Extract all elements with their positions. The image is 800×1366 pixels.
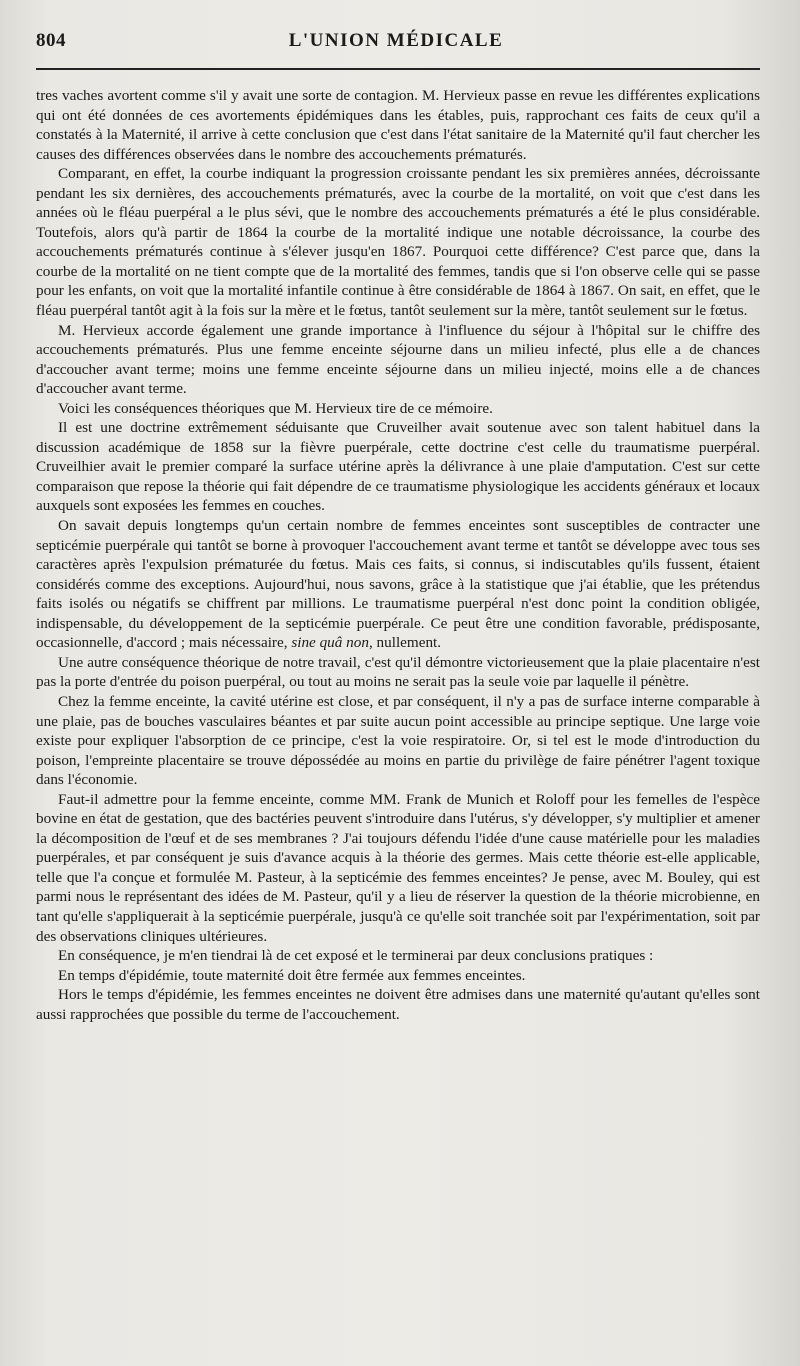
paragraph-tail: , nullement.: [368, 634, 442, 652]
paragraph-with-latin: [36, 516, 760, 653]
latin-phrase: sine quâ non: [291, 634, 369, 652]
page-number: 804: [36, 30, 66, 51]
paragraph: En temps d'épidémie, toute maternité doit être fermée aux femmes enceintes.: [58, 966, 526, 984]
paragraph: Voici les conséquences théoriques que M. Hervieux tire de ce mémoire.: [58, 399, 493, 417]
paragraph: Chez la femme enceinte, la cavité utérine est close, et par conséquent, il n'y a pas de surface interne comparable à une plaie, pas de bouches vasculaires béantes et par suite aucun point accessible au principe septique. Une large voie existe pour expliquer l'absorption de ce principe, c'est la voie respiratoire. Or, si tel est le mode d'introduction du poison, l'empreinte placentaire se trouve dépossédée au moins en partie du privilège de faire pénétrer l'agent toxique dans l'économie.: [36, 692, 760, 789]
paragraph: M. Hervieux accorde également une grande importance à l'influence du séjour à l'hôpital sur le chiffre des accouchements prématurés. Plus une femme enceinte séjourne dans un milieu infecté, plus elle a de chances d'accoucher avant terme; moins une femme enceinte séjourne dans un milieu injecté, moins elle a de chances d'accoucher avant terme.: [36, 321, 760, 398]
header-rule: [36, 68, 760, 70]
running-head: L'UNION MÉDICALE: [288, 30, 504, 51]
paragraph: Faut-il admettre pour la femme enceinte, comme MM. Frank de Munich et Roloff pour les femelles de l'espèce bovine en état de gestation, que des bactéries peuvent s'introduire dans l'utérus, s'y développer, s'y multiplier et amener la décomposition de l'œuf et de ses membranes ? J'ai toujours défendu l'idée d'une cause matérielle pour les maladies puerpérales, et par conséquent je suis d'avance acquis à la théorie des germes. Mais cette théorie est-elle applicable, telle que l'a conçue et formulée M. Pasteur, à la septicémie des femmes enceintes? Je pense, avec M. Bouley, qui est parmi nous le représentant des idées de M. Pasteur, qu'il y a lieu de réserver la question de la théorie microbienne, en tant qu'elle s'appliquerait à la septicémie puerpérale, jusqu'à ce qu'elle soit tranchée soit par l'expérimentation, soit par des observations cliniques ultérieures.: [36, 790, 760, 945]
paragraph: Il est une doctrine extrêmement séduisante que Cruveilher avait soutenue avec son talent habituel dans la discussion académique de 1858 sur la fièvre puerpérale, cette doctrine c'est celle du traumatisme puerpéral. Cruveilhier avait le premier comparé la surface utérine après la délivrance à une plaie d'amputation. C'est sur cette comparaison que repose la théorie qui fait dépendre de ce traumatisme physiologique les accidents généraux et locaux auxquels sont exposées les femmes en couches.: [36, 419, 760, 515]
article-body: [36, 86, 760, 1024]
paragraph: tres vaches avortent comme s'il y avait une sorte de contagion. M. Hervieux passe en revue les différentes explications qui ont été données de ces avortements épidémiques dans les étables, puis, rapprochant ces faits de ceux qu'il a constatés à la Maternité, il arrive à cette conclusion que c'est dans l'état sanitaire de la Maternité qu'il faut chercher les causes des différences observées dans le nombre des accouchements prématurés.: [36, 87, 760, 163]
paragraph: Hors le temps d'épidémie, les femmes enceintes ne doivent être admises dans une maternité qu'autant qu'elles sont aussi rapprochées que possible du terme de l'accouchement.: [36, 986, 760, 1023]
paragraph: Comparant, en effet, la courbe indiquant la progression croissante pendant les six premières années, décroissante pendant les six dernières, des accouchements prématurés, avec la courbe de la mortalité, on voit que c'est dans les années où le fléau puerpéral a le plus sévi, que le nombre des accouchements prématurés a été le plus considérable. Toutefois, alors qu'à partir de 1864 la courbe de la mortalité indique une notable décroissance, la courbe des accouchements prématurés continue à s'élever jusqu'en 1867. Pourquoi cette différence? C'est parce que, dans la courbe de la mortalité on ne tient compte que de la mortalité des femmes, tandis que si l'on observe celle qui se passe pour les enfants, on voit que la mortalité infantile continue à être considérable de 1864 à 1867. On sait, en effet, que le fléau puerpéral tantôt agit à la fois sur la mère et le fœtus, tantôt seulement sur la mère, tantôt seulement sur le fœtus.: [36, 165, 760, 320]
paragraph: Une autre conséquence théorique de notre travail, c'est qu'il démontre victorieusement que la plaie placentaire n'est pas la porte d'entrée du poison puerpéral, ou tout au moins ne serait pas la seule voie par laquelle il pénètre.: [36, 653, 760, 691]
paragraph-text: On savait depuis longtemps qu'un certain nombre de femmes enceintes sont susceptibles de contracter une septicémie puerpérale qui tantôt se borne à provoquer l'accouchement avant terme et tantôt se développe avec tous ses caractères après l'expulsion prématurée du fœtus. Mais ces faits, si connus, si indiscutables qu'ils fussent, étaient considérés comme des exceptions. Aujourd'hui, nous savons, grâce à la statistique que j'ai établie, que les prétendus faits isolés ou négatifs se chiffrent par millions. Le traumatisme puerpéral n'est donc point la condition obligée, indispensable, du développement de la septicémie puerpérale. Ce peut être une condition favorable, prédisposante, occasionnelle, d'accord ; mais nécessaire,: [36, 517, 760, 652]
paragraph: En conséquence, je m'en tiendrai là de cet exposé et le terminerai par deux conclusions pratiques :: [58, 947, 654, 965]
page-header: [36, 30, 756, 64]
